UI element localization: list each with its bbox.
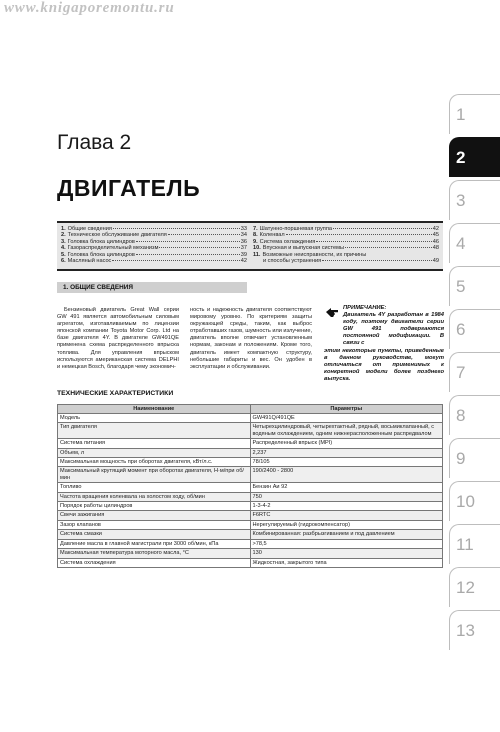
specs-header-param: Параметры: [250, 405, 443, 414]
toc-right-column: [253, 226, 439, 266]
note-text-first: Двигатель 4Y разработан в 1984 году, поэтому двигатели серии GW 491 подвергаются постоянной модификации. В связи с: [343, 312, 444, 347]
chapter-tab-3[interactable]: 3: [449, 180, 500, 220]
toc-left-column: [61, 226, 247, 266]
spec-name: Объем, л: [58, 448, 251, 457]
spec-value: F6RTC: [250, 511, 443, 520]
specs-header-row: [58, 405, 443, 414]
toc-item-label: Газораспределительный механизм: [67, 245, 159, 252]
note-text-rest: этим некоторые пункты, приведенные в данном руководстве, могут отличаться от применимых к конкретной модели более позднего выпуска.: [324, 347, 444, 382]
spec-value: 2,237: [250, 448, 443, 457]
spec-value: 1-3-4-2: [250, 502, 443, 511]
toc-item-label: Впускная и выпускная системы: [262, 245, 344, 252]
table-row: [58, 549, 443, 558]
chapter-tab-6[interactable]: 6: [449, 309, 500, 349]
table-row: [58, 458, 443, 467]
spec-value: GW491Q/491QE: [250, 414, 443, 423]
spec-value: >78,5: [250, 539, 443, 548]
chapter-tab-7[interactable]: 7: [449, 352, 500, 392]
toc-item-page: 33: [240, 226, 247, 232]
table-row: [58, 539, 443, 548]
toc-item-leader: [159, 247, 239, 248]
toc-item-number: 2.: [61, 232, 66, 239]
toc-item-page: 39: [240, 251, 247, 258]
note-block: [324, 305, 444, 383]
table-row: [58, 439, 443, 448]
table-row: [58, 530, 443, 539]
toc-item-label: Головка блока цилиндров: [67, 238, 135, 245]
toc-item-label: и способы устранения: [263, 258, 322, 265]
spec-value: Нерегулируемый (гидрокомпенсатор): [250, 520, 443, 529]
toc-item-page: 46: [432, 238, 439, 245]
spec-name: Давление масла в главной магистрали при 3000 об/мин, кПа: [58, 539, 251, 548]
chapter-title: ДВИГАТЕЛЬ: [57, 175, 201, 201]
spec-name: Система смазки: [58, 530, 251, 539]
spec-name: Свечи зажигания: [58, 511, 251, 520]
section-title: 1. ОБЩИЕ СВЕДЕНИЯ: [57, 282, 247, 293]
table-row: [58, 511, 443, 520]
note-heading: ПРИМЕЧАНИЕ:: [343, 305, 387, 311]
spec-name: Максимальная температура моторного масла, °С: [58, 549, 251, 558]
body-column-2: ность и надежность двигателя соответствуют мировому уровню. По критериям защиты окружающей среды, таким, как выброс отработавших газов, шумность или излучение, двигатель вполне отвечает установленным нормам, законам и положениям. Кроме того, двигатель имеет компактную структуру, небольшие габариты и вес. Он удобен в эксплуатации и обслуживании.: [190, 307, 312, 370]
chapter-label: Глава 2: [57, 131, 132, 154]
spec-name: Зазор клапанов: [58, 520, 251, 529]
toc-item-leader: [136, 241, 240, 242]
spec-name: Топливо: [58, 483, 251, 492]
table-row: [58, 558, 443, 567]
spec-value: Комбинированная: разбрызгиванием и под давлением: [250, 530, 443, 539]
chapter-tab-strip: [449, 94, 500, 658]
spec-name: Тип двигателя: [58, 423, 251, 439]
toc-item-page: 34: [240, 232, 247, 239]
toc-item-page: 37: [240, 245, 247, 252]
table-row: [58, 520, 443, 529]
chapter-tab-8[interactable]: 8: [449, 395, 500, 435]
note-text: [324, 312, 444, 383]
toc-item-page: 45: [432, 232, 439, 239]
hand-pointer-icon: [325, 306, 339, 318]
toc-item: [253, 258, 439, 264]
chapter-tab-13[interactable]: 13: [449, 610, 500, 650]
table-row: [58, 448, 443, 457]
toc-item-page: 48: [432, 245, 439, 252]
toc-item-leader: [112, 260, 239, 261]
toc-bottom-rule: [57, 269, 443, 271]
toc-item: [61, 258, 247, 264]
toc-item-leader: [345, 247, 432, 248]
toc-item-number: 11.: [253, 251, 261, 258]
table-row: [58, 492, 443, 501]
chapter-tab-4[interactable]: 4: [449, 223, 500, 263]
table-row: [58, 467, 443, 483]
watermark: www.knigaporemontu.ru: [4, 0, 175, 16]
spec-value: Четырехцилиндровый, четырехтактный, рядный, восьмиклапанный, с водяным охлаждением, одним нижнерасположенным распредвалом: [250, 423, 443, 439]
toc-item-page: 36: [240, 238, 247, 245]
spec-value: 78/105: [250, 458, 443, 467]
toc-item-leader: [316, 241, 431, 242]
toc-item-label: Возможные неисправности, их причины: [262, 251, 367, 258]
chapter-tab-10[interactable]: 10: [449, 481, 500, 521]
toc-item-number: 7.: [253, 226, 258, 232]
chapter-tab-11[interactable]: 11: [449, 524, 500, 564]
spec-value: Жидкостная, закрытого типа: [250, 558, 443, 567]
table-of-contents: [57, 223, 443, 269]
spec-value: 750: [250, 492, 443, 501]
chapter-tab-12[interactable]: 12: [449, 567, 500, 607]
toc-item-number: 3.: [61, 238, 66, 245]
spec-name: Система питания: [58, 439, 251, 448]
spec-value: 190/2400 - 2800: [250, 467, 443, 483]
toc-item-number: 9.: [253, 238, 258, 245]
table-row: [58, 483, 443, 492]
specs-heading: ТЕХНИЧЕСКИЕ ХАРАКТЕРИСТИКИ: [57, 390, 174, 397]
toc-item-number: 5.: [61, 251, 66, 258]
spec-name: Максимальный крутящий момент при оборотах двигателя, Н·м/при об/мин: [58, 467, 251, 483]
spec-value: Распределенный впрыск (MPI): [250, 439, 443, 448]
spec-name: Система охлаждения: [58, 558, 251, 567]
table-row: [58, 423, 443, 439]
chapter-tab-5[interactable]: 5: [449, 266, 500, 306]
chapter-tab-9[interactable]: 9: [449, 438, 500, 478]
spec-name: Модель: [58, 414, 251, 423]
spec-name: Порядок работы цилиндров: [58, 502, 251, 511]
specs-header-name: Наименование: [58, 405, 251, 414]
toc-item-leader: [136, 254, 240, 255]
toc-item-label: Общие сведения: [67, 226, 112, 232]
toc-item-label: Техническое обслуживание двигателя: [67, 232, 167, 239]
table-row: [58, 414, 443, 423]
toc-item-leader: [322, 260, 432, 261]
toc-item-label: Головка блока цилиндров: [67, 251, 135, 258]
toc-item-number: 4.: [61, 245, 66, 252]
toc-item-label: Система охлаждения: [259, 238, 316, 245]
toc-item-number: 8.: [253, 232, 258, 239]
spec-name: Максимальная мощность при оборотах двигателя, кВт/л.с.: [58, 458, 251, 467]
spec-value: 130: [250, 549, 443, 558]
toc-item-leader: [168, 234, 240, 235]
toc-item-number: 6.: [61, 258, 66, 265]
toc-item-number: 10.: [253, 245, 261, 252]
body-column-1: Бензиновый двигатель Great Wall серии GW 491 является автомобильным силовым агрегатом, изготавливаемым по лицензии японской компании Toyota Motor Corp. Ltd на базе двигателя 4Y. В двигателе GW491QE применена схема распределенного впрыска топлива. Для управления впрыском используются американская система DELPHI и немецкая Bosch, благодаря чему экономич-: [57, 307, 179, 370]
toc-item-page: 42: [432, 226, 439, 232]
chapter-tab-1[interactable]: 1: [449, 94, 500, 134]
toc-item-label: Шатунно-поршневая группа: [259, 226, 332, 232]
toc-item-page: 42: [240, 258, 247, 265]
chapter-tab-2[interactable]: 2: [449, 137, 500, 177]
spec-name: Частота вращения коленвала на холостом ходу, об/мин: [58, 492, 251, 501]
toc-item-label: Масляный насос: [67, 258, 112, 265]
toc-item-leader: [333, 228, 432, 229]
toc-item-page: 49: [432, 258, 439, 265]
toc-item-leader: [113, 228, 240, 229]
toc-item-label: Коленвал: [259, 232, 285, 239]
toc-item-leader: [286, 234, 432, 235]
specs-table: [57, 404, 443, 568]
toc-item-number: 1.: [61, 226, 66, 232]
spec-value: Бензин Аи 92: [250, 483, 443, 492]
table-row: [58, 502, 443, 511]
